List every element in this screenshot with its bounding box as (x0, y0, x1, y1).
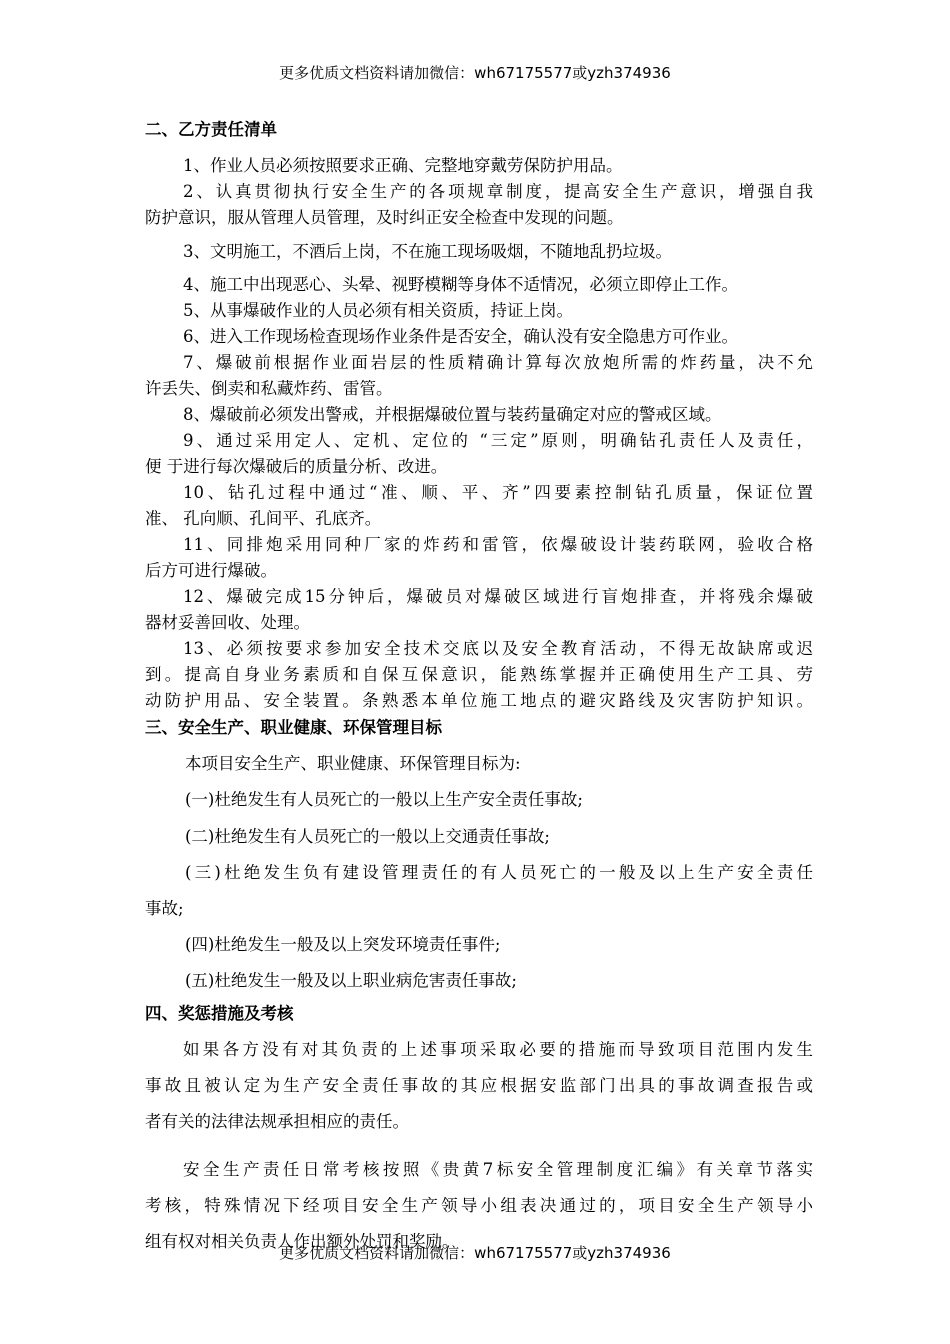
paragraph-line: 9、通过采用定人、定机、定位的 “三定”原则，明确钻孔责任人及责任， (183, 431, 813, 450)
paragraph-line: 许丢失、倒卖和私藏炸药、雷管。 (145, 379, 393, 398)
paragraph-line: 1、作业人员必须按照要求正确、完整地穿戴劳保防护用品。 (183, 156, 623, 175)
paragraph-line: 动防护用品、安全装置。条熟悉本单位施工地点的避灾路线及灾害防护知识。 (145, 691, 813, 710)
goal-item-continuation: 事故; (145, 899, 184, 918)
paragraph-line: 本项目安全生产、职业健康、环保管理目标为: (185, 754, 521, 773)
paragraph-line: 到。提高自身业务素质和自保互保意识，能熟练掌握并正确使用生产工具、劳 (145, 665, 813, 684)
paragraph-line: 8、爆破前必须发出警戒，并根据爆破位置与装药量确定对应的警戒区域。 (183, 405, 722, 424)
paragraph-line: 6、进入工作现场检查现场作业条件是否安全，确认没有安全隐患方可作业。 (183, 327, 738, 346)
paragraph-line: 7、爆破前根据作业面岩层的性质精确计算每次放炮所需的炸药量，决不允 (183, 353, 813, 372)
section-4-title: 四、奖惩措施及考核 (145, 1004, 294, 1023)
page-header: 更多优质文档资料请加微信：wh67175577或yzh374936 (279, 64, 671, 82)
paragraph-line: 2、认真贯彻执行安全生产的各项规章制度，提高安全生产意识，增强自我 (183, 182, 813, 201)
goal-item: (四)杜绝发生一般及以上突发环境责任事件; (185, 935, 501, 954)
paragraph-line: 者有关的法律法规承担相应的责任。 (145, 1112, 409, 1131)
goal-item: (二)杜绝发生有人员死亡的一般以上交通责任事故; (185, 827, 550, 846)
goal-item: (三)杜绝发生负有建设管理责任的有人员死亡的一般及以上生产安全责任 (185, 863, 813, 882)
paragraph-line: 防护意识，服从管理人员管理，及时纠正安全检查中发现的问题。 (145, 208, 624, 227)
paragraph-line: 5、从事爆破作业的人员必须有相关资质，持证上岗。 (183, 301, 573, 320)
paragraph-line: 10、钻孔过程中通过“准、顺、平、齐”四要素控制钻孔质量，保证位置 (183, 483, 813, 502)
paragraph-line: 便 于进行每次爆破后的质量分析、改进。 (145, 457, 448, 476)
paragraph-line: 考核，特殊情况下经项目安全生产领导小组表决通过的，项目安全生产领导小 (145, 1196, 813, 1215)
paragraph-line: 器材妥善回收、处理。 (145, 613, 310, 632)
section-2-title: 二、乙方责任清单 (145, 120, 277, 139)
paragraph-line: 安全生产责任日常考核按照《贵黄7标安全管理制度汇编》有关章节落实 (183, 1160, 813, 1179)
paragraph-line: 准、 孔向顺、孔间平、孔底齐。 (145, 509, 382, 528)
paragraph-line: 4、施工中出现恶心、头晕、视野模糊等身体不适情况，必须立即停止工作。 (183, 275, 738, 294)
paragraph-line: 如果各方没有对其负责的上述事项采取必要的措施而导致项目范围内发生 (183, 1040, 813, 1059)
page-footer: 更多优质文档资料请加微信：wh67175577或yzh374936 (279, 1244, 671, 1262)
goal-item: (一)杜绝发生有人员死亡的一般以上生产安全责任事故; (185, 790, 583, 809)
goal-item: (五)杜绝发生一般及以上职业病危害责任事故; (185, 971, 517, 990)
paragraph-line: 11、同排炮采用同种厂家的炸药和雷管，依爆破设计装药联网，验收合格 (183, 535, 813, 554)
paragraph-line: 事故且被认定为生产安全责任事故的其应根据安监部门出具的事故调查报告或 (145, 1076, 813, 1095)
paragraph-line: 3、文明施工，不酒后上岗，不在施工现场吸烟，不随地乱扔垃圾。 (183, 242, 672, 261)
paragraph-line: 组有权对相关负责人作出额外处罚和奖励。 (145, 1232, 459, 1251)
paragraph-line: 后方可进行爆破。 (145, 561, 277, 580)
section-3-title: 三、安全生产、职业健康、环保管理目标 (145, 718, 442, 737)
paragraph-line: 12、爆破完成15分钟后，爆破员对爆破区域进行盲炮排查，并将残余爆破 (183, 587, 813, 606)
paragraph-line: 13、必须按要求参加安全技术交底以及安全教育活动，不得无故缺席或迟 (183, 639, 813, 658)
